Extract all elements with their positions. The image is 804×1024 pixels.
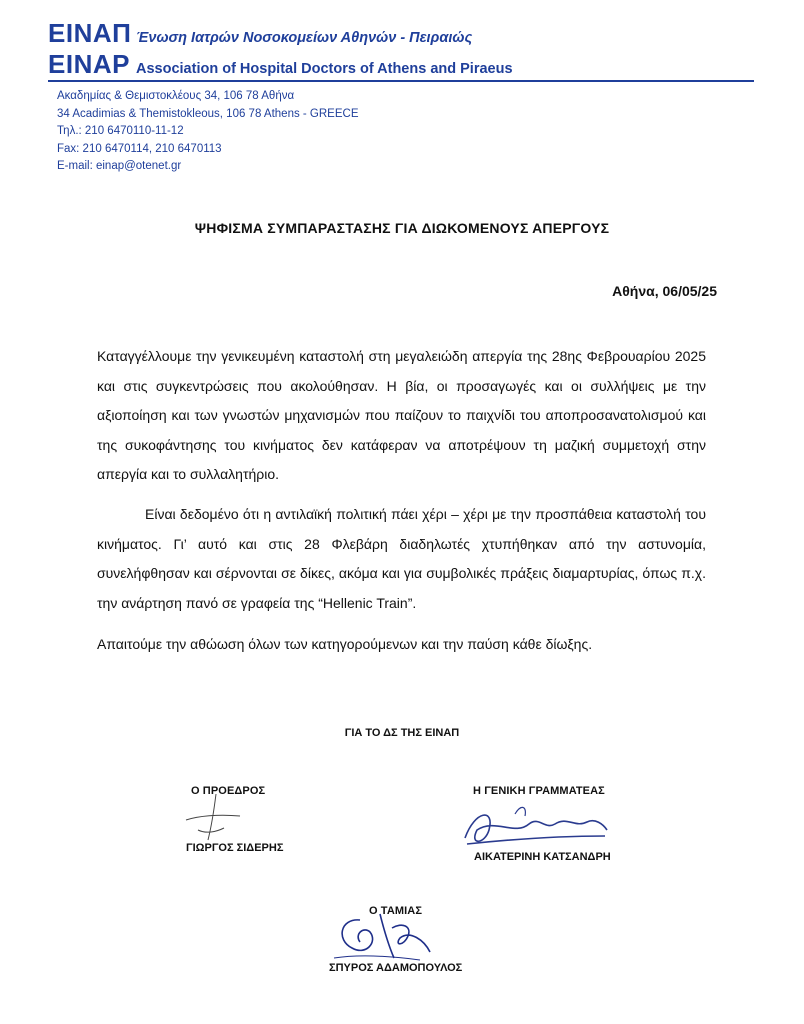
document-title: ΨΗΦΙΣΜΑ ΣΥΜΠΑΡΑΣΤΑΣΗΣ ΓΙΑ ΔΙΩΚΟΜΕΝΟΥΣ ΑΠΕΡΓΟΥΣ [194,220,610,236]
secretary-title: Η ΓΕΝΙΚΗ ΓΡΑΜΜΑΤΕΑΣ [473,785,605,797]
address-gr: Ακαδημίας & Θεμιστοκλέους 34, 106 78 Αθήνα [57,90,295,102]
letterhead-english [48,49,513,79]
secretary-name: ΑΙΚΑΤΕΡΙΝΗ ΚΑΤΣΑΝΔΡΗ [474,851,611,863]
letterhead-contact [57,88,359,176]
letterhead-greek [48,18,472,48]
treasurer-signature [330,900,440,970]
treasurer-name: ΣΠΥΡΟΣ ΑΔΑΜΟΠΟΥΛΟΣ [329,962,463,974]
president-name: ΓΙΩΡΓΟΣ ΣΙΔΕΡΗΣ [186,842,284,854]
letterhead-title-en: Association of Hospital Doctors of Athens and Piraeus [136,61,513,77]
email: E-mail: einap@otenet.gr [57,160,182,172]
signatures-heading: ΓΙΑ ΤΟ ΔΣ ΤΗΣ ΕΙΝΑΠ [344,727,460,739]
president-signature [178,790,248,850]
president-title: Ο ΠΡΟΕΔΡΟΣ [191,785,266,797]
body-paragraph-1: Καταγγέλλουμε την γενικευμένη καταστολή στη μεγαλειώδη απεργία της 28ης Φεβρουαρίου 2025 και στις συγκεντρώσεις που ακολούθησαν. Η βία, οι προσαγωγές και οι συλλήψεις με την αξιοποίηση και των γνωστών μηχανισμών που παίζουν το παιχνίδι του αποπροσανατολισμού και της συκοφάντησης του κινήματος δεν κατάφεραν να αποτρέψουν τη μαζική συμμετοχή στην απεργία και το συλλαλητήριο. [97,348,706,482]
document-date: Αθήνα, 06/05/25 [612,283,717,299]
letterhead-logo-gr: ΕΙΝΑΠ [48,18,132,48]
body-paragraph-2: Είναι δεδομένο ότι η αντιλαϊκή πολιτική πάει χέρι – χέρι με την προσπάθεια καταστολή του κινήματος. Γι’ αυτό και στις 28 Φλεβάρη διαδηλωτές χτυπήθηκαν από την αστυνομία, συνελήφθησαν και σέρνονται σε δίκες, ακόμα και για συμβολικές πράξεις διαμαρτυρίας, όπως π.χ. την ανάρτηση πανό σε γραφεία της “Hellenic Train”. [97,506,706,611]
fax: Fax: 210 6470114, 210 6470113 [57,142,222,155]
letterhead-divider [48,80,754,82]
phone: Τηλ.: 210 6470110-11-12 [57,125,184,137]
treasurer-title: Ο ΤΑΜΙΑΣ [369,905,423,917]
secretary-signature [455,800,615,855]
address-en: 34 Acadimias & Themistokleous, 106 78 Athens - GREECE [57,107,359,120]
body-paragraph-3: Απαιτούμε την αθώωση όλων των κατηγορούμενων και την παύση κάθε δίωξης. [97,636,593,652]
letterhead-logo-en: EINAP [48,49,130,79]
letterhead-title-gr: Ένωση Ιατρών Νοσοκομείων Αθηνών - Πειραιώς [136,30,473,46]
